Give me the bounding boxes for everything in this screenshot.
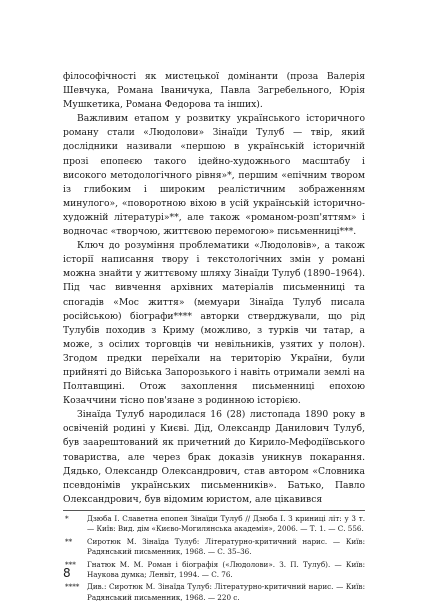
footnote-text: Гнатюк М. М. Роман і біографія («Людолови». З. П. Тулуб). — Київ: Наукова думка; Ленвіт, 1994. — С. 76. xyxy=(87,559,365,580)
footnote-text: Дзюба І. Славетна епопея Зінаїди Тулуб // Дзюба І. З криниці літ: у 3 т. — Київ: Вид. дім «Києво-Могилянська академія», 2006. — Т. 1. — С. 556. xyxy=(87,514,365,534)
footnote xyxy=(63,560,365,581)
page-number: 8 xyxy=(63,566,71,580)
paragraph: філософічності як мистецької домінанти (проза Валерія Шевчука, Романа Іваничука, Павла Загребельного, Юрія Мушкетика, Романа Федорова та інших). xyxy=(63,71,365,111)
footnote xyxy=(63,514,365,535)
paragraph: Зінаїда Тулуб народилася 16 (28) листопада 1890 року в освіченій родині у Києві. Дід, Олександр Данилович Тулуб, був заарештований як причетний до Кирило-Мефодіївського товариства, але через брак доказів уникнув покарання. Дядько, Олександр Олександрович, став автором «Словника псевдонімів українських письменників». Батько, Павло Олександрович, був відомим юристом, але цікавився xyxy=(63,409,365,505)
footnote xyxy=(63,582,365,603)
body-text xyxy=(63,70,365,507)
paragraph: Ключ до розуміння проблематики «Людоловів», а також історії написання твору і текстологічних змін у романі можна знайти у життєвому шляху Зінаїди Тулуб (1890–1964). Під час вивчення архівних матеріалів письменниці та спогадів «Мос життя» (мемуари Зінаїда Тулуб писала російською) біографи**** авторки стверджували, що рід Тулубів походив з Криму (можливо, з турків чи татар, а може, з осілих торговців чи невільників, узятих у полон). Згодом предки переїхали на територію України, були прийняті до Війська Запорозького і навіть отримали землі на Полтавщині. Отож захоплення письменниці епохою Козаччини тісно пов'язане з родинною історією. xyxy=(63,240,365,407)
footnotes xyxy=(63,514,365,605)
footnote xyxy=(63,537,365,558)
footnote-mark: *** xyxy=(65,559,76,569)
paragraph: Важливим етапом у розвитку українського історичного роману стали «Людолови» Зінаїди Тулуб — твір, який дослідники називали «першою в українській історичній прозі епопеєю такого ідейно-художнього масштабу і високого методологічного рівня»*, першим «епічним твором із глибоким і широким реалістичним зображенням минулого», «поворотною віхою в усій українській історично-художній літературі»**, але також «романом-розп'яттям» і водночас «творчою, життєвою перемогою» письменниці***. xyxy=(63,113,365,238)
footnote-divider xyxy=(63,510,365,511)
footnote-text: Сиротюк М. Зінаїда Тулуб: Літературно-критичний нарис. — Київ: Радянський письменник, 1968. — С. 35–36. xyxy=(87,536,365,557)
footnote-mark: * xyxy=(65,514,69,523)
footnote-mark: **** xyxy=(65,582,80,592)
footnote-text: Див.: Сиротюк М. Зінаїда Тулуб: Літературно-критичний нарис. — Київ: Радянський письменник, 1968. — 220 с. xyxy=(87,582,365,602)
footnote-mark: ** xyxy=(65,536,73,546)
